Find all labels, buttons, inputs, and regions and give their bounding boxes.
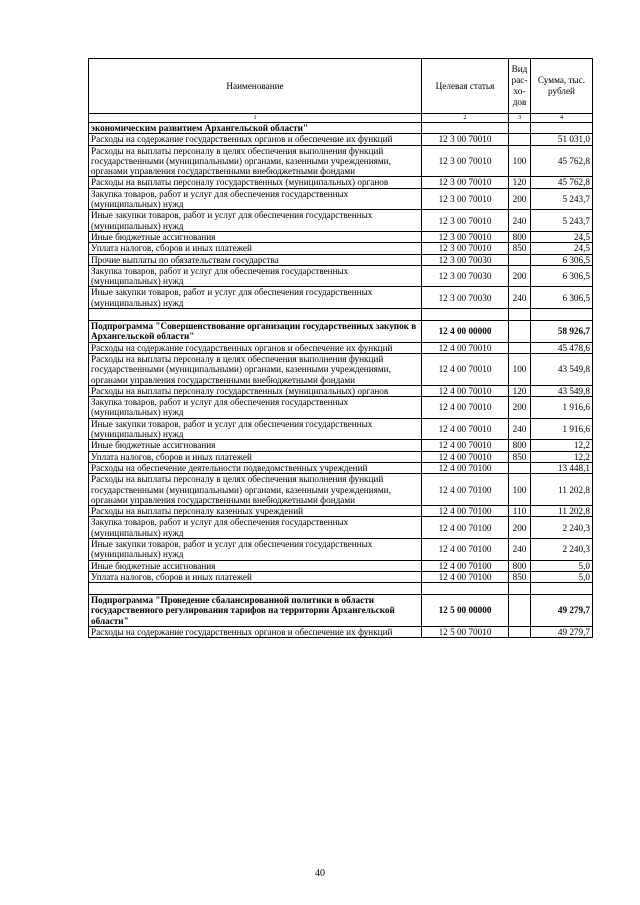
row-name: Расходы на выплаты персоналу казенных учреждений [89, 506, 422, 517]
row-name: Расходы на выплаты персоналу в целях обеспечения выполнения функций государственными (муниципальными) органами, казенными учреждениями, органами управления государственными внебюджетными фондами [89, 474, 422, 506]
header-expense-type: Вид рас-хо-дов [509, 59, 531, 114]
table-row [89, 321, 593, 343]
row-name: Расходы на содержание государственных органов и обеспечение их функций [89, 134, 422, 145]
header-row [89, 59, 593, 114]
row-amount: 12,2 [531, 451, 593, 462]
row-amount: 2 240,3 [531, 538, 593, 560]
row-expense-type: 240 [509, 418, 531, 440]
table-row [89, 342, 593, 353]
row-expense-type: 200 [509, 265, 531, 287]
row-target-article: 12 4 00 70010 [422, 385, 509, 396]
row-target-article: 12 3 00 70030 [422, 287, 509, 309]
row-expense-type: 800 [509, 231, 531, 242]
row-amount: 11 202,8 [531, 506, 593, 517]
table-row [89, 188, 593, 210]
column-number-row [89, 114, 593, 123]
row-target-article: 12 5 00 70010 [422, 627, 509, 638]
row-expense-type: 800 [509, 560, 531, 571]
row-expense-type: 200 [509, 397, 531, 419]
table-row [89, 265, 593, 287]
table-row [89, 385, 593, 396]
row-target-article: 12 4 00 70100 [422, 517, 509, 539]
row-name: Расходы на выплаты персоналу государственных (муниципальных) органов [89, 385, 422, 396]
table-row [89, 210, 593, 232]
row-expense-type [509, 254, 531, 265]
row-name: Уплата налогов, сборов и иных платежей [89, 571, 422, 582]
row-amount [531, 309, 593, 321]
row-expense-type: 100 [509, 353, 531, 385]
row-name: Иные закупки товаров, работ и услуг для обеспечения государственных (муниципальных) нужд [89, 210, 422, 232]
row-name [89, 309, 422, 321]
row-expense-type: 240 [509, 538, 531, 560]
row-name: Расходы на выплаты персоналу в целях обеспечения выполнения функций государственными (муниципальными) органами, казенными учреждениями, органами управления государственными внебюджетными фондами [89, 145, 422, 177]
row-expense-type [509, 321, 531, 343]
row-expense-type: 240 [509, 210, 531, 232]
row-amount: 5 243,7 [531, 188, 593, 210]
row-name: Прочие выплаты по обязательствам государства [89, 254, 422, 265]
row-name: Подпрограмма "Совершенствование организации государственных закупок в Архангельской области" [89, 321, 422, 343]
row-name: экономическим развитием Архангельской области" [89, 123, 422, 134]
row-target-article: 12 4 00 70010 [422, 418, 509, 440]
row-name [89, 583, 422, 595]
row-name: Иные закупки товаров, работ и услуг для обеспечения государственных (муниципальных) нужд [89, 287, 422, 309]
row-target-article: 12 4 00 70010 [422, 451, 509, 462]
row-amount: 43 549,8 [531, 385, 593, 396]
row-expense-type: 800 [509, 440, 531, 451]
row-name: Уплата налогов, сборов и иных платежей [89, 451, 422, 462]
column-number: 2 [422, 114, 509, 123]
table-row [89, 560, 593, 571]
row-amount: 43 549,8 [531, 353, 593, 385]
row-target-article: 12 3 00 70010 [422, 231, 509, 242]
row-amount: 49 279,7 [531, 595, 593, 627]
row-amount: 11 202,8 [531, 474, 593, 506]
table-row [89, 309, 593, 321]
table-row [89, 474, 593, 506]
row-target-article: 12 3 00 70010 [422, 145, 509, 177]
row-amount: 13 448,1 [531, 462, 593, 473]
row-target-article [422, 309, 509, 321]
row-amount: 51 031,0 [531, 134, 593, 145]
table-row [89, 287, 593, 309]
row-target-article: 12 4 00 70010 [422, 353, 509, 385]
row-target-article: 12 4 00 70100 [422, 538, 509, 560]
table-row [89, 353, 593, 385]
row-name: Расходы на обеспечение деятельности подведомственных учреждений [89, 462, 422, 473]
row-amount: 6 306,5 [531, 265, 593, 287]
table-row [89, 462, 593, 473]
header-sum: Сумма, тыс. рублей [531, 59, 593, 114]
row-name: Иные закупки товаров, работ и услуг для обеспечения государственных (муниципальных) нужд [89, 538, 422, 560]
row-target-article [422, 583, 509, 595]
table-row [89, 517, 593, 539]
row-name: Иные бюджетные ассигнования [89, 231, 422, 242]
row-target-article: 12 3 00 70010 [422, 134, 509, 145]
table-row [89, 440, 593, 451]
row-amount: 45 478,6 [531, 342, 593, 353]
row-target-article: 12 3 00 70010 [422, 210, 509, 232]
row-expense-type [509, 462, 531, 473]
row-expense-type: 100 [509, 474, 531, 506]
row-expense-type: 850 [509, 451, 531, 462]
table-row [89, 231, 593, 242]
row-expense-type [509, 123, 531, 134]
table-row [89, 145, 593, 177]
row-amount: 45 762,8 [531, 145, 593, 177]
row-expense-type [509, 309, 531, 321]
row-name: Иные бюджетные ассигнования [89, 560, 422, 571]
row-target-article: 12 3 00 70030 [422, 254, 509, 265]
row-amount: 1 916,6 [531, 397, 593, 419]
row-expense-type [509, 595, 531, 627]
row-amount [531, 583, 593, 595]
row-target-article: 12 3 00 70010 [422, 177, 509, 188]
table-row [89, 571, 593, 582]
row-name: Расходы на выплаты персоналу в целях обеспечения выполнения функций государственными (муниципальными) органами, казенными учреждениями, органами управления государственными внебюджетными фондами [89, 353, 422, 385]
row-amount: 45 762,8 [531, 177, 593, 188]
row-target-article: 12 4 00 70010 [422, 397, 509, 419]
budget-table [88, 58, 593, 638]
table-row [89, 134, 593, 145]
row-name: Закупка товаров, работ и услуг для обеспечения государственных (муниципальных) нужд [89, 397, 422, 419]
row-name: Уплата налогов, сборов и иных платежей [89, 243, 422, 254]
table-row [89, 595, 593, 627]
column-number: 1 [89, 114, 422, 123]
row-target-article: 12 3 00 70010 [422, 188, 509, 210]
table-row [89, 177, 593, 188]
table-row [89, 506, 593, 517]
row-target-article: 12 4 00 70100 [422, 474, 509, 506]
table-row [89, 538, 593, 560]
row-expense-type: 850 [509, 571, 531, 582]
row-amount: 1 916,6 [531, 418, 593, 440]
row-name: Закупка товаров, работ и услуг для обеспечения государственных (муниципальных) нужд [89, 265, 422, 287]
row-target-article: 12 3 00 70030 [422, 265, 509, 287]
row-name: Закупка товаров, работ и услуг для обеспечения государственных (муниципальных) нужд [89, 517, 422, 539]
row-amount: 24,5 [531, 231, 593, 242]
row-target-article: 12 4 00 70010 [422, 440, 509, 451]
row-amount: 6 306,5 [531, 254, 593, 265]
row-expense-type: 100 [509, 145, 531, 177]
row-amount: 12,2 [531, 440, 593, 451]
row-name: Закупка товаров, работ и услуг для обеспечения государственных (муниципальных) нужд [89, 188, 422, 210]
table-row [89, 583, 593, 595]
row-amount: 5,0 [531, 571, 593, 582]
row-expense-type: 110 [509, 506, 531, 517]
header-target-article: Целевая статья [422, 59, 509, 114]
row-expense-type [509, 342, 531, 353]
table-row [89, 243, 593, 254]
table-body [89, 123, 593, 638]
column-number: 4 [531, 114, 593, 123]
row-amount: 5,0 [531, 560, 593, 571]
table-row [89, 254, 593, 265]
row-expense-type: 200 [509, 517, 531, 539]
page-number: 40 [315, 868, 325, 879]
row-amount: 6 306,5 [531, 287, 593, 309]
row-amount: 49 279,7 [531, 627, 593, 638]
row-name: Иные бюджетные ассигнования [89, 440, 422, 451]
row-expense-type: 240 [509, 287, 531, 309]
row-target-article: 12 4 00 00000 [422, 321, 509, 343]
row-amount [531, 123, 593, 134]
table-row [89, 397, 593, 419]
row-expense-type: 120 [509, 385, 531, 396]
row-expense-type [509, 134, 531, 145]
row-amount: 24,5 [531, 243, 593, 254]
row-name: Подпрограмма "Проведение сбалансированной политики в области государственного регулирования тарифов на территории Архангельской области" [89, 595, 422, 627]
row-target-article: 12 4 00 70100 [422, 506, 509, 517]
row-amount: 5 243,7 [531, 210, 593, 232]
row-expense-type [509, 583, 531, 595]
row-target-article: 12 4 00 70010 [422, 342, 509, 353]
table-row [89, 627, 593, 638]
table-row [89, 451, 593, 462]
row-expense-type: 200 [509, 188, 531, 210]
row-target-article: 12 4 00 70100 [422, 560, 509, 571]
row-target-article: 12 4 00 70100 [422, 571, 509, 582]
row-name: Иные закупки товаров, работ и услуг для обеспечения государственных (муниципальных) нужд [89, 418, 422, 440]
column-number: 3 [509, 114, 531, 123]
row-target-article: 12 5 00 00000 [422, 595, 509, 627]
row-expense-type: 120 [509, 177, 531, 188]
row-expense-type: 850 [509, 243, 531, 254]
table-row [89, 123, 593, 134]
row-target-article: 12 4 00 70100 [422, 462, 509, 473]
row-name: Расходы на содержание государственных органов и обеспечение их функций [89, 342, 422, 353]
row-name: Расходы на содержание государственных органов и обеспечение их функций [89, 627, 422, 638]
row-name: Расходы на выплаты персоналу государственных (муниципальных) органов [89, 177, 422, 188]
row-amount: 2 240,3 [531, 517, 593, 539]
header-name: Наименование [89, 59, 422, 114]
row-target-article: 12 3 00 70010 [422, 243, 509, 254]
table-row [89, 418, 593, 440]
row-target-article [422, 123, 509, 134]
row-amount: 58 926,7 [531, 321, 593, 343]
row-expense-type [509, 627, 531, 638]
